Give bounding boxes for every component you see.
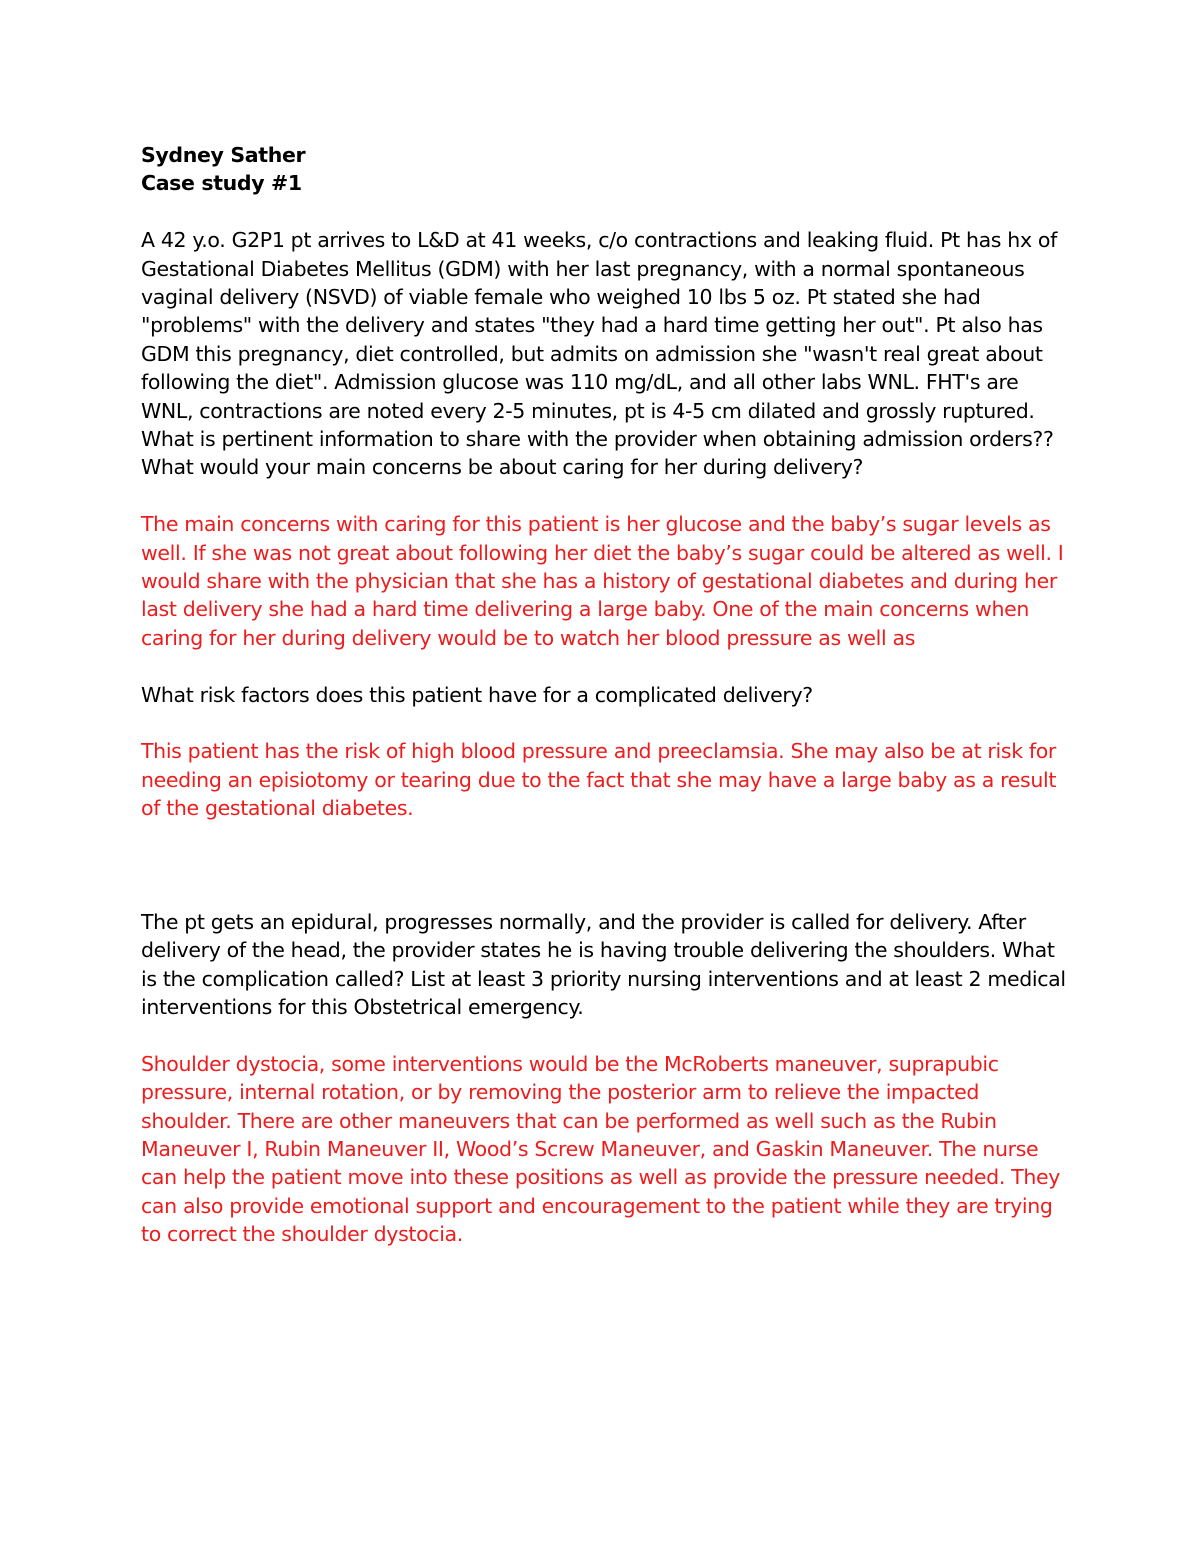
case-scenario-paragraph-2: The pt gets an epidural, progresses normally, and the provider is called for delivery. After delivery of the head, the provider states he is having trouble delivering the shoulders. What is the complication called? List at least 3 priority nursing interventions and at least 2 medical interventions for this Obstetrical emergency. bbox=[141, 909, 1066, 1019]
document-title: Case study #1 bbox=[141, 171, 302, 196]
author-name: Sydney Sather bbox=[141, 143, 306, 167]
answer-paragraph-2: This patient has the risk of high blood pressure and preeclamsia. She may also be at risk for needing an episiotomy or tearing due to the fact that she may have a large baby as a result of the gestational diabetes. bbox=[141, 739, 1057, 821]
spacer bbox=[141, 652, 1071, 680]
answer-paragraph-1: The main concerns with caring for this patient is her glucose and the baby’s sugar levels as well. If she was not great about following her diet the baby’s sugar could be altered as well. I would share with the physician that she has a history of gestational diabetes and during her last delivery she had a hard time delivering a large baby. One of the main concerns when caring for her during delivery would be to watch her blood pressure as well as bbox=[141, 512, 1064, 650]
spacer bbox=[141, 709, 1071, 737]
question-paragraph-2: What risk factors does this patient have for a complicated delivery? bbox=[141, 682, 813, 707]
spacer bbox=[141, 482, 1071, 510]
spacer bbox=[141, 1021, 1071, 1049]
spacer bbox=[141, 198, 1071, 226]
case-scenario-paragraph: A 42 y.o. G2P1 pt arrives to L&D at 41 weeks, c/o contractions and leaking fluid. Pt has hx of Gestational Diabetes Mellitus (GDM) with her last pregnancy, with a normal spontaneous vaginal delivery (NSVD) of viable female who weighed 10 lbs 5 oz. Pt stated she had "problems" with the delivery and states "they had a hard time getting her out". Pt also has GDM this pregnancy, diet controlled, but admits on admission she "wasn't real great about following the diet". Admission glucose was 110 mg/dL, and all other labs WNL. FHT's are WNL, contractions are noted every 2-5 minutes, pt is 4-5 cm dilated and grossly ruptured. What is pertinent information to share with the provider when obtaining admission orders?? What would your main concerns be about caring for her during delivery? bbox=[141, 228, 1057, 480]
spacer bbox=[141, 823, 1071, 908]
document-page bbox=[141, 141, 1071, 1249]
answer-paragraph-3: Shoulder dystocia, some interventions would be the McRoberts maneuver, suprapubic pressure, internal rotation, or by removing the posterior arm to relieve the impacted shoulder. There are other maneuvers that can be performed as well such as the Rubin Maneuver I, Rubin Maneuver II, Wood’s Screw Maneuver, and Gaskin Maneuver. The nurse can help the patient move into these positions as well as provide the pressure needed. They can also provide emotional support and encouragement to the patient while they are trying to correct the shoulder dystocia. bbox=[141, 1051, 1061, 1247]
